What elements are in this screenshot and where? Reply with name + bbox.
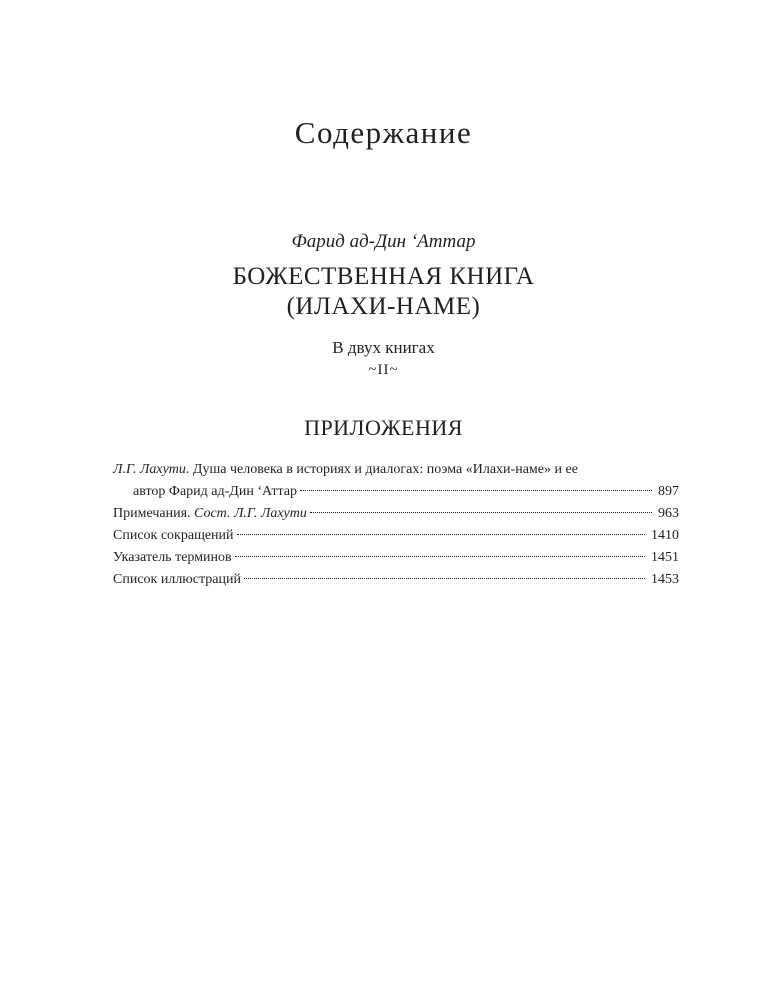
toc-entry-illustrations[interactable] <box>113 569 679 591</box>
author-name: Фарид ад-Дин ‘Аттар <box>291 231 476 252</box>
toc-entry-title-continued: автор Фарид ад-Дин ‘Аттар <box>133 484 298 499</box>
toc-entry-terms-index[interactable] <box>113 547 679 569</box>
toc-entry-author: Л.Г. Лахути <box>113 462 186 477</box>
dot-leader <box>300 490 652 491</box>
book-subtitle: В двух книгах <box>332 338 435 357</box>
toc-entry-title: Примечания. <box>113 506 195 521</box>
book-title-line-2: (ИЛАХИ-НАМЕ) <box>286 293 481 320</box>
page-title: Содержание <box>294 115 473 150</box>
toc-entry-abbreviations[interactable] <box>113 525 679 547</box>
toc-entry-notes[interactable] <box>113 503 679 525</box>
toc-entry-title: Список иллюстраций <box>113 572 241 587</box>
dot-leader <box>244 578 645 579</box>
toc-entry-title: . Душа человека в историях и диалогах: поэма «Илахи-наме» и ее <box>185 462 578 477</box>
toc-page-number: 963 <box>658 506 679 521</box>
toc-entry-title: Указатель терминов <box>113 550 232 565</box>
toc-entry-title: Список сокращений <box>113 528 234 543</box>
appendix-heading: ПРИЛОЖЕНИЯ <box>304 415 463 440</box>
toc-page-number: 897 <box>658 484 679 499</box>
dot-leader <box>235 556 645 557</box>
toc-page-number: 1453 <box>651 572 679 587</box>
dot-leader <box>310 512 652 513</box>
toc-entry-text <box>113 503 307 525</box>
toc-entry-lahuti-essay[interactable] <box>113 459 679 503</box>
book-title-line-1: БОЖЕСТВЕННАЯ КНИГА <box>232 263 535 290</box>
toc-entry-compiler: Сост. Л.Г. Лахути <box>194 506 307 521</box>
volume-marker: ~II~ <box>368 362 399 378</box>
dot-leader <box>237 534 645 535</box>
book-title <box>0 262 767 322</box>
toc-entry-text <box>113 459 679 481</box>
toc-page-number: 1451 <box>651 550 679 565</box>
table-of-contents <box>113 459 679 591</box>
toc-page-number: 1410 <box>651 528 679 543</box>
